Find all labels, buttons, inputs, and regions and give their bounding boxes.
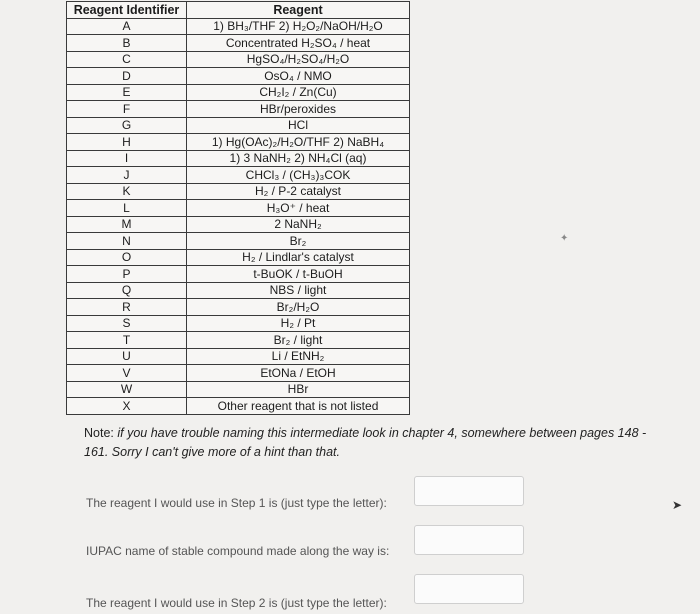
table-row [67,117,410,134]
reagent-cell: Br₂ / light [187,332,410,349]
reagent-identifier-cell: S [67,315,187,332]
reagent-cell: H₃O⁺ / heat [187,200,410,217]
note-text: if you have trouble naming this intermediate look in chapter 4, somewhere between pages 148 - 161. Sorry I can't give more of a hint than that. [84,426,647,459]
reagent-cell: 1) 3 NaNH₂ 2) NH₄Cl (aq) [187,150,410,167]
reagent-identifier-cell: P [67,266,187,283]
reagent-cell: 2 NaNH₂ [187,216,410,233]
table-row [67,68,410,85]
reagent-cell: t-BuOK / t-BuOH [187,266,410,283]
table-row [67,35,410,52]
table-row [67,332,410,349]
reagent-cell: EtONa / EtOH [187,365,410,382]
reagent-cell: Concentrated H₂SO₄ / heat [187,35,410,52]
table-row [67,101,410,118]
table-row [67,282,410,299]
reagent-identifier-cell: M [67,216,187,233]
reagent-identifier-cell: U [67,348,187,365]
reagent-identifier-cell: B [67,35,187,52]
header-reagent: Reagent [187,2,410,19]
question-step1-label: The reagent I would use in Step 1 is (just type the letter): [86,496,387,510]
hint-note [84,424,664,462]
table-row [67,167,410,184]
reagent-cell: HBr/peroxides [187,101,410,118]
table-row [67,381,410,398]
reagent-cell: Li / EtNH₂ [187,348,410,365]
reagent-cell: H₂ / P-2 catalyst [187,183,410,200]
note-label: Note: [84,426,114,440]
reagent-identifier-cell: I [67,150,187,167]
reagent-cell: 1) BH₃/THF 2) H₂O₂/NaOH/H₂O [187,18,410,35]
reagent-identifier-cell: H [67,134,187,151]
table-row [67,266,410,283]
reagent-identifier-cell: F [67,101,187,118]
table-row [67,200,410,217]
reagent-identifier-cell: C [67,51,187,68]
table-row [67,365,410,382]
reagent-identifier-cell: W [67,381,187,398]
table-row [67,216,410,233]
reagent-identifier-cell: J [67,167,187,184]
question-iupac-label: IUPAC name of stable compound made along the way is: [86,544,390,558]
reagent-cell: Br₂/H₂O [187,299,410,316]
reagent-table [66,1,410,415]
table-row [67,150,410,167]
reagent-identifier-cell: N [67,233,187,250]
reagent-identifier-cell: O [67,249,187,266]
reagent-identifier-cell: Q [67,282,187,299]
reagent-identifier-cell: D [67,68,187,85]
reagent-cell: H₂ / Lindlar's catalyst [187,249,410,266]
reagent-cell: HgSO₄/H₂SO₄/H₂O [187,51,410,68]
reagent-identifier-cell: T [67,332,187,349]
reagent-identifier-cell: X [67,398,187,415]
header-reagent-identifier: Reagent Identifier [67,2,187,19]
table-row [67,18,410,35]
table-row [67,84,410,101]
table-row [67,51,410,68]
table-row [67,249,410,266]
step1-answer-input[interactable] [414,476,524,506]
question-step2-label: The reagent I would use in Step 2 is (just type the letter): [86,596,387,610]
reagent-identifier-cell: A [67,18,187,35]
table-row [67,183,410,200]
reagent-identifier-cell: K [67,183,187,200]
reagent-identifier-cell: G [67,117,187,134]
reagent-cell: OsO₄ / NMO [187,68,410,85]
reagent-identifier-cell: L [67,200,187,217]
table-row [67,299,410,316]
reagent-identifier-cell: E [67,84,187,101]
cursor-crosshair-icon: ✦ [560,233,569,244]
reagent-cell: HCl [187,117,410,134]
mouse-pointer-icon: ➤ [672,498,683,512]
iupac-name-input[interactable] [414,525,524,555]
step2-answer-input[interactable] [414,574,524,604]
reagent-cell: H₂ / Pt [187,315,410,332]
reagent-cell: Other reagent that is not listed [187,398,410,415]
reagent-cell: NBS / light [187,282,410,299]
reagent-cell: CH₂I₂ / Zn(Cu) [187,84,410,101]
table-row [67,134,410,151]
reagent-cell: 1) Hg(OAc)₂/H₂O/THF 2) NaBH₄ [187,134,410,151]
table-row [67,233,410,250]
table-header-row [67,2,410,19]
reagent-cell: CHCl₃ / (CH₃)₃COK [187,167,410,184]
reagent-identifier-cell: V [67,365,187,382]
reagent-table-container [66,1,409,415]
reagent-cell: HBr [187,381,410,398]
table-row [67,398,410,415]
reagent-identifier-cell: R [67,299,187,316]
table-row [67,348,410,365]
table-row [67,315,410,332]
reagent-table-body [67,18,410,414]
reagent-cell: Br₂ [187,233,410,250]
